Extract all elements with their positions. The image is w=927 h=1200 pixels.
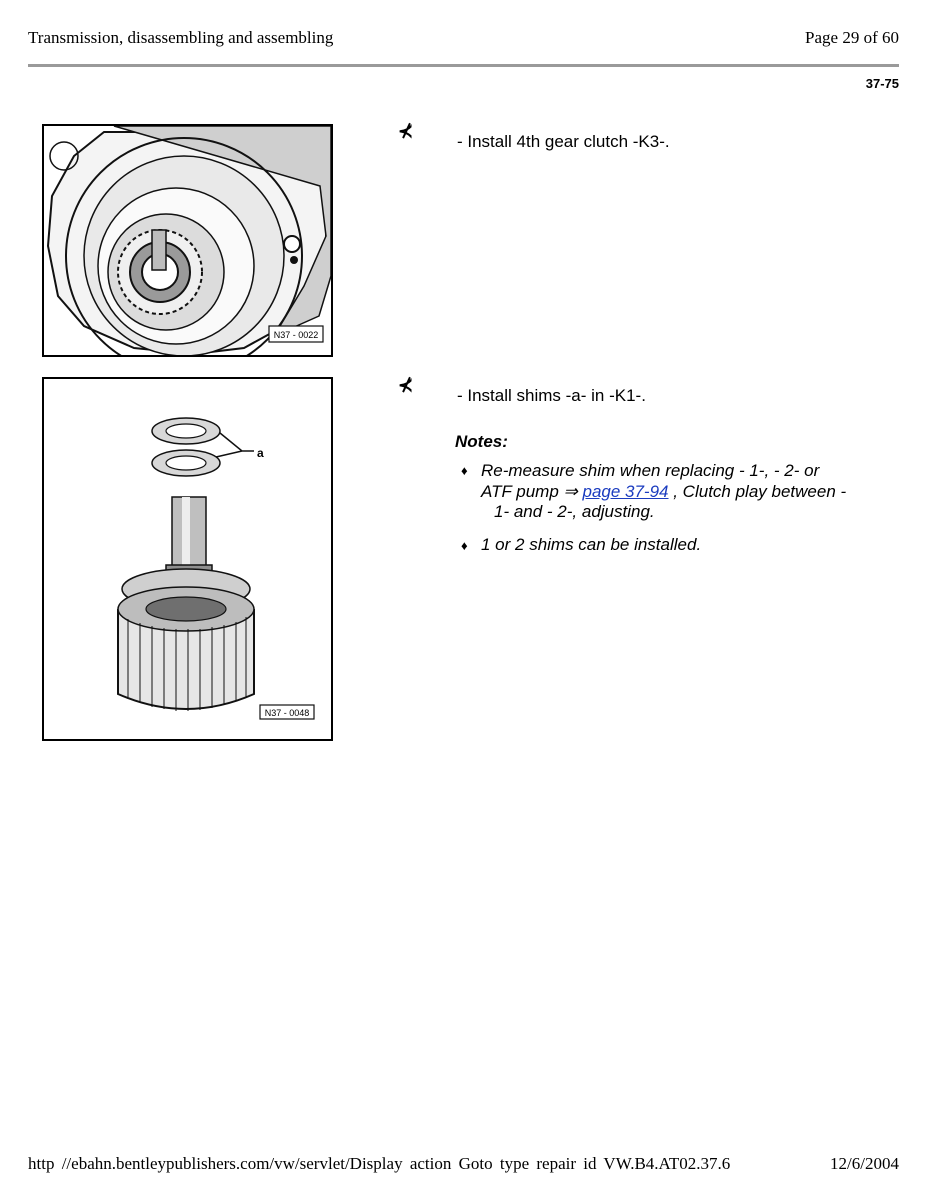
clutch-k3-illustration [44,126,331,355]
note-line: 1- and - 2-, adjusting. [494,502,655,521]
figure-clutch-k1-shims [42,377,333,741]
note-text: ATF pump ⇒ [481,481,583,501]
page-link[interactable]: page 37-94 [582,481,669,501]
step-install-shims: - Install shims -a- in -K1-. [457,386,646,405]
step-install-k3: - Install 4th gear clutch -K3-. [457,132,670,151]
page-number: Page 29 of 60 [805,28,899,47]
figure-clutch-k3 [42,124,333,357]
note-item: 1 or 2 shims can be installed. [481,535,702,554]
note-line: Re-measure shim when replacing - 1-, - 2- or [481,461,820,480]
note-item [481,461,901,523]
footer-url: http //ebahn.bentleypublishers.com/vw/servlet/Display action Goto type repair id VW.B4.AT02.37.6 [28,1154,731,1173]
arrow-pointer-icon: ⊀ [398,121,414,141]
note-line [481,482,901,503]
notes-heading: Notes: [455,432,508,451]
arrow-pointer-icon: ⊀ [398,375,414,395]
footer-date: 12/6/2004 [830,1154,899,1173]
header-divider [28,64,899,67]
diamond-bullet-icon: ♦ [461,463,468,478]
section-code: 37-75 [865,76,899,91]
document-title: Transmission, disassembling and assembling [28,28,334,47]
figure-label: N37 - 0022 [273,330,319,340]
diamond-bullet-icon: ♦ [461,538,468,553]
note-text: , Clutch play between - [668,481,847,501]
clutch-k1-illustration [44,379,331,739]
figure-label: N37 - 0048 [264,708,310,718]
callout-a: a [257,446,264,460]
